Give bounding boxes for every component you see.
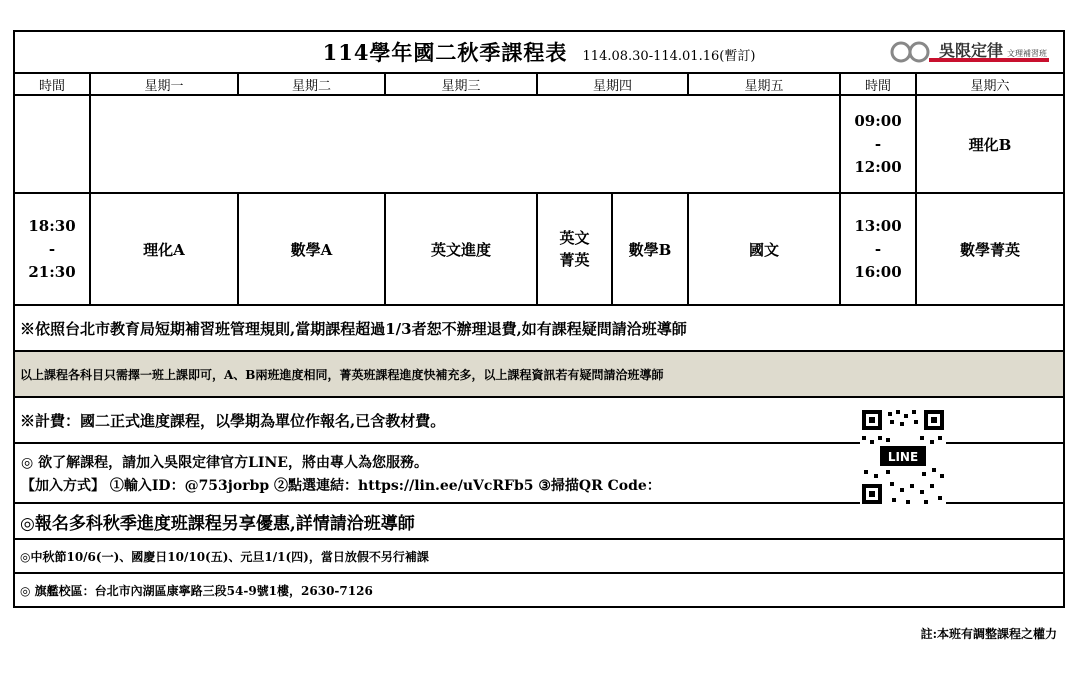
col-header-time: 時間 [14, 73, 90, 95]
header-row [14, 73, 1064, 95]
refund-note: ※依照台北市教育局短期補習班管理規則,當期課程超過1/3者恕不辦理退費,如有課程疑問請洽班導師 [14, 305, 1064, 351]
thu-class-a: 英文 菁英 [537, 193, 612, 305]
table-row [14, 193, 1064, 305]
page-title: 114學年國二秋季課程表 [322, 40, 568, 65]
brand-logo [889, 40, 1051, 64]
schedule-table [13, 30, 1065, 608]
mon-class: 理化A [90, 193, 238, 305]
col-header-sat: 星期六 [916, 73, 1064, 95]
schedule-sheet [13, 30, 1063, 608]
tue-class: 數學A [238, 193, 385, 305]
campus-note: ◎ 旗艦校區：台北市內湖區康寧路三段54-9號1樓，2630-7126 [14, 573, 1064, 607]
date-range: 114.08.30-114.01.16(暫訂) [582, 49, 756, 64]
empty-weekday-cell [90, 95, 840, 193]
logo-text: 吳限定律 [939, 41, 1004, 60]
fee-note: ※計費：國二正式進度課程，以學期為單位作報名,已含教材費。 [14, 397, 1064, 443]
sat-morning-class: 理化B [916, 95, 1064, 193]
sat-afternoon-class: 數學菁英 [916, 193, 1064, 305]
evening-time: 18:30 - 21:30 [14, 193, 90, 305]
thu-class-b: 數學B [612, 193, 688, 305]
promo-note: ◎報名多科秋季進度班課程另享優惠,詳情請洽班導師 [14, 503, 1064, 539]
sat-morning-time: 09:00 - 12:00 [840, 95, 916, 193]
qr-label: LINE [887, 450, 919, 464]
info-note: 以上課程各科目只需擇一班上課即可，A、B兩班進度相同，菁英班課程進度快補充多，以上課程資訊若有疑問請洽班導師 [14, 351, 1064, 397]
col-header-fri: 星期五 [688, 73, 840, 95]
fri-class: 國文 [688, 193, 840, 305]
line-qr-code-icon[interactable] [860, 408, 946, 506]
col-header-tue: 星期二 [238, 73, 385, 95]
footnote: 註:本班有調整課程之權力 [920, 627, 1057, 641]
col-header-mon: 星期一 [90, 73, 238, 95]
title-cell [14, 31, 1064, 73]
logo-subtext: 文理補習班 [1007, 49, 1047, 58]
empty-time-cell [14, 95, 90, 193]
line-join[interactable]: 【加入方式】 ①輸入ID：@753jorbp ②點選連結：https://lin.ee/uVcRFb5 ③掃描QR Code： [21, 478, 661, 494]
sat-afternoon-time: 13:00 - 16:00 [840, 193, 916, 305]
wed-class: 英文進度 [385, 193, 537, 305]
table-row [14, 95, 1064, 193]
col-header-time-sat: 時間 [840, 73, 916, 95]
line-intro: ◎ 欲了解課程，請加入吳限定律官方LINE，將由專人為您服務。 [21, 455, 428, 471]
col-header-wed: 星期三 [385, 73, 537, 95]
holiday-note: ◎中秋節10/6(一)、國慶日10/10(五)、元旦1/1(四)，當日放假不另行補課 [14, 539, 1064, 573]
col-header-thu: 星期四 [537, 73, 688, 95]
